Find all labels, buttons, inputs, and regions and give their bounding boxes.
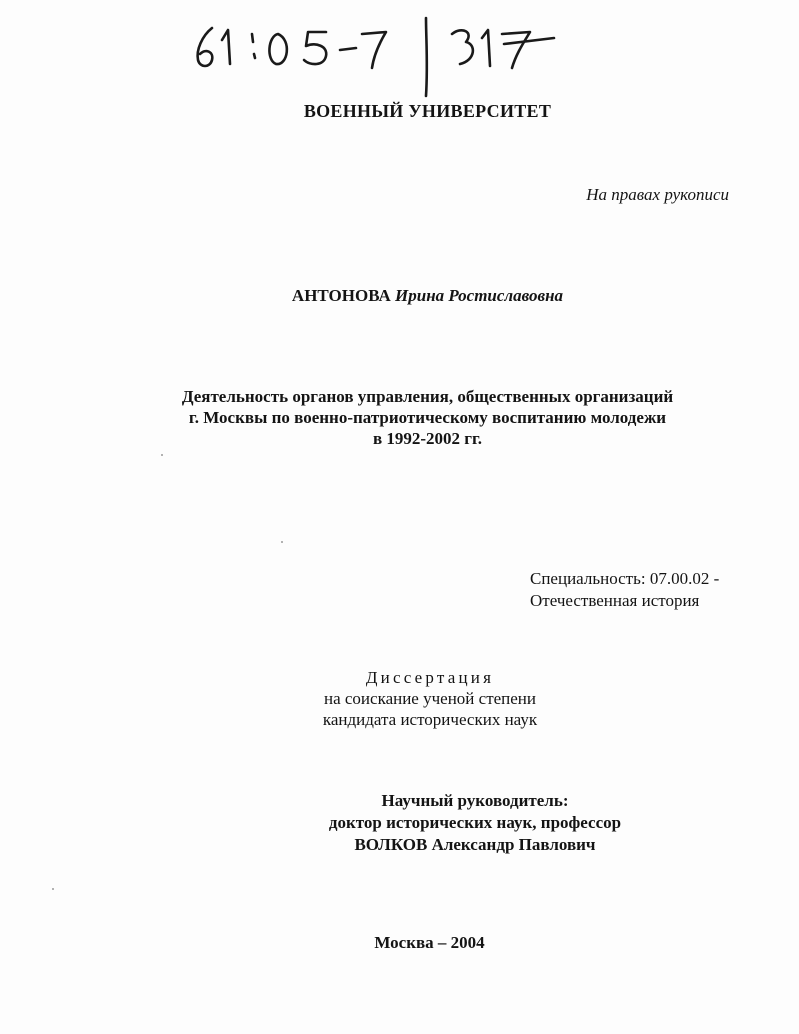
scan-speck [52, 888, 54, 890]
author-name [0, 287, 799, 304]
title-line: Деятельность органов управления, общественных организаций [181, 387, 674, 406]
dissertation-title [0, 386, 799, 449]
author-given-names: Ирина Ростиславовна [395, 286, 564, 305]
author-surname: АНТОНОВА [291, 286, 391, 305]
dissertation-heading: Диссертация [365, 668, 495, 687]
dissertation-block [300, 667, 560, 730]
specialty-name: Отечественная история [530, 591, 700, 610]
scan-speck [161, 454, 163, 456]
specialty-code: Специальность: 07.00.02 - [530, 569, 720, 588]
title-line: в 1992-2002 гг. [372, 429, 483, 448]
title-line: г. Москвы по военно-патриотическому воспитанию молодежи [188, 408, 667, 427]
scan-speck [281, 541, 283, 543]
dissertation-degree-line: на соискание ученой степени [323, 689, 537, 708]
supervisor-name: ВОЛКОВ Александр Павлович [354, 835, 596, 854]
city-year: Москва – 2004 [374, 933, 485, 952]
supervisor-label: Научный руководитель: [381, 791, 569, 810]
university-name: ВОЕННЫЙ УНИВЕРСИТЕТ [303, 101, 552, 121]
manuscript-rights-note: На правах рукописи [586, 185, 729, 204]
supervisor-degree: доктор исторических наук, профессор [328, 813, 622, 832]
specialty-block [530, 568, 719, 612]
supervisor-block [300, 790, 650, 856]
dissertation-degree-line: кандидата исторических наук [322, 710, 538, 729]
handwritten-archive-mark [190, 14, 560, 98]
